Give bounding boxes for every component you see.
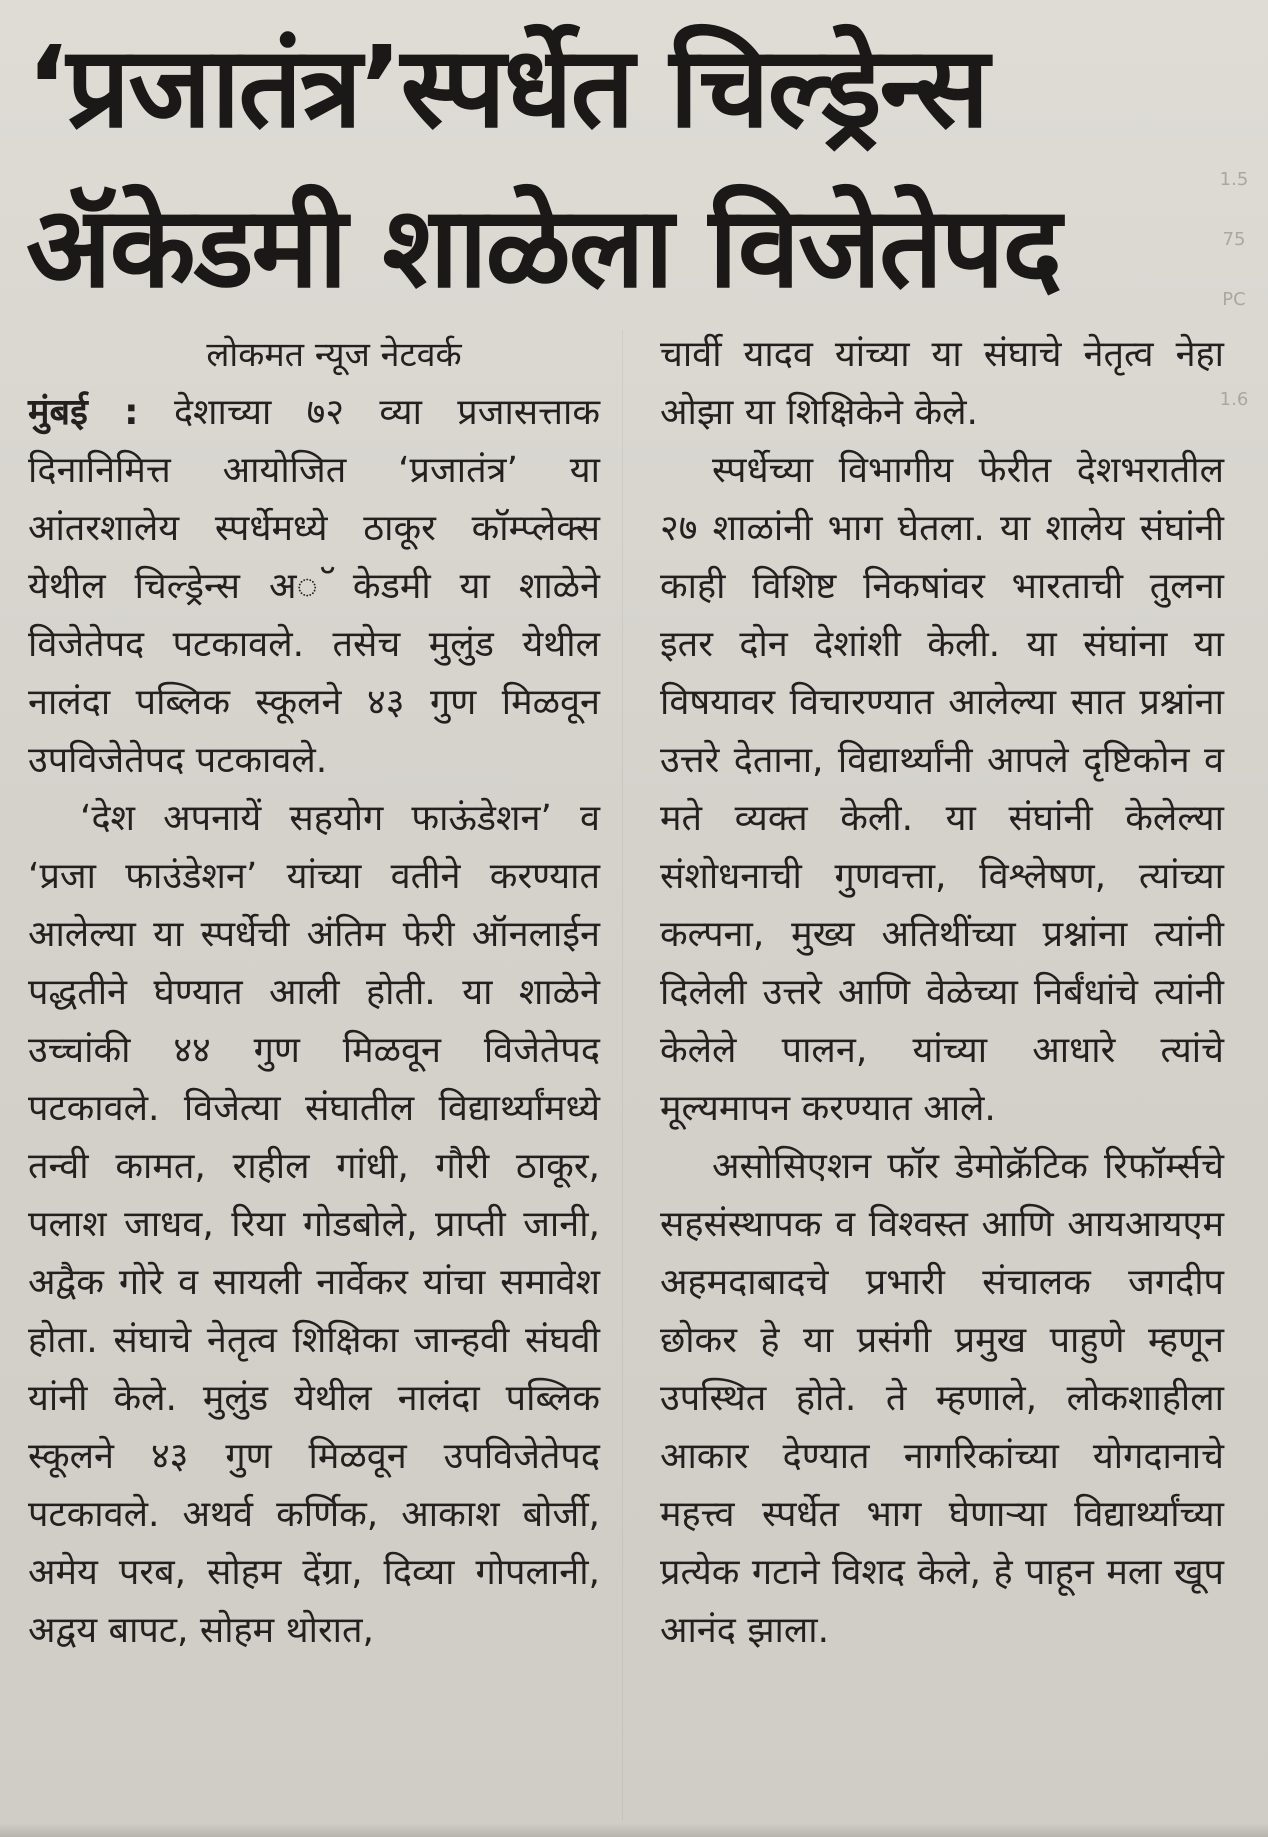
article-column-left <box>28 326 600 1660</box>
margin-mark: 1.5 <box>1219 169 1249 190</box>
article-paragraph-2: ‘देश अपनायें सहयोग फाऊंडेशन’ व ‘प्रजा फाउंडेशन’ यांच्या वतीने करण्यात आलेल्या या स्पर्धेची अंतिम फेरी ऑनलाईन पद्धतीने घेण्यात आली होती. या शाळेने उच्चांकी ४४ गुण मिळवून विजेतेपद पटकावले. विजेत्या संघातील विद्यार्थ्यांमध्ये तन्वी कामत, राहील गांधी, गौरी ठाकूर, पलाश जाधव, रिया गोडबोले, प्राप्ती जानी, अद्वैक गोरे व सायली नार्वेकर यांचा समावेश होता. संघाचे नेतृत्व शिक्षिका जान्हवी संघवी यांनी केले. मुलुंड येथील नालंदा पब्लिक स्कूलने ४३ गुण मिळवून उपविजेतेपद पटकावले. अथर्व कर्णिक, आकाश बोर्जी, अमेय परब, सोहम देंग्रा, दिव्या गोपलानी, अद्वय बापट, सोहम थोरात, <box>28 798 600 1651</box>
article-paragraph-1 <box>28 384 600 790</box>
article-paragraph-4: स्पर्धेच्या विभागीय फेरीत देशभरातील २७ शाळांनी भाग घेतला. या शालेय संघांनी काही विशिष्ट निकषांवर भारताची तुलना इतर दोन देशांशी केली. या संघांना या विषयावर विचारण्यात आलेल्या सात प्रश्नांना उत्तरे देताना, विद्यार्थ्यांनी आपले दृष्टिकोन व मते व्यक्त केली. या संघांनी केलेल्या संशोधनाची गुणवत्ता, विश्लेषण, त्यांच्या कल्पना, मुख्य अतिथींच्या प्रश्नांना त्यांनी दिलेली उत्तरे आणि वेळेच्या निर्बंधांचे त्यांनी केलेले पालन, यांच्या आधारे त्यांचे मूल्यमापन करण्यात आले. <box>660 450 1224 1129</box>
margin-mark: PC <box>1222 289 1246 310</box>
article-byline: लोकमत न्यूज नेटवर्क <box>206 335 462 375</box>
margin-mark: 1.6 <box>1219 389 1249 410</box>
paragraph-text: देशाच्या ७२ व्या प्रजासत्ताक दिनानिमित्त आयोजित ‘प्रजातंत्र’ या आंतरशालेय स्पर्धेमध्ये ठाकूर कॉम्प्लेक्स येथील चिल्ड्रेन्स अ◌ॅकेडमी या शाळेने विजेतेपद पटकावले. तसेच मुलुंड येथील नालंदा पब्लिक स्कूलने ४३ गुण मिळवून उपविजेतेपद पटकावले. <box>28 392 600 781</box>
article-paragraph-3: चार्वी यादव यांच्या या संघाचे नेतृत्व नेहा ओझा या शिक्षिकेने केले. <box>660 334 1224 433</box>
page-bottom-shadow <box>0 1823 1268 1837</box>
headline-line-2: ॲकेडमी शाळेला विजेतेपद <box>26 183 1061 313</box>
article-column-right <box>660 326 1224 1660</box>
column-divider <box>622 330 623 1820</box>
headline-line-1: ‘प्रजातंत्र’स्पर्धेत चिल्ड्रेन्स <box>26 23 988 153</box>
article-dateline: मुंबई : <box>28 392 139 433</box>
article-headline <box>26 8 1196 328</box>
article-paragraph-5: असोसिएशन फॉर डेमोक्रॅटिक रिफॉर्म्सचे सहसंस्थापक व विश्वस्त आणि आयआयएम अहमदाबादचे प्रभारी संचालक जगदीप छोकर हे या प्रसंगी प्रमुख पाहुणे म्हणून उपस्थित होते. ते म्हणाले, लोकशाहीला आकार देण्यात नागरिकांच्या योगदानाचे महत्त्व स्पर्धेत भाग घेणाऱ्या विद्यार्थ्यांच्या प्रत्येक गटाने विशद केले, हे पाहून मला खूप आनंद झाला. <box>660 1146 1224 1651</box>
margin-mark: 75 <box>1222 229 1246 250</box>
